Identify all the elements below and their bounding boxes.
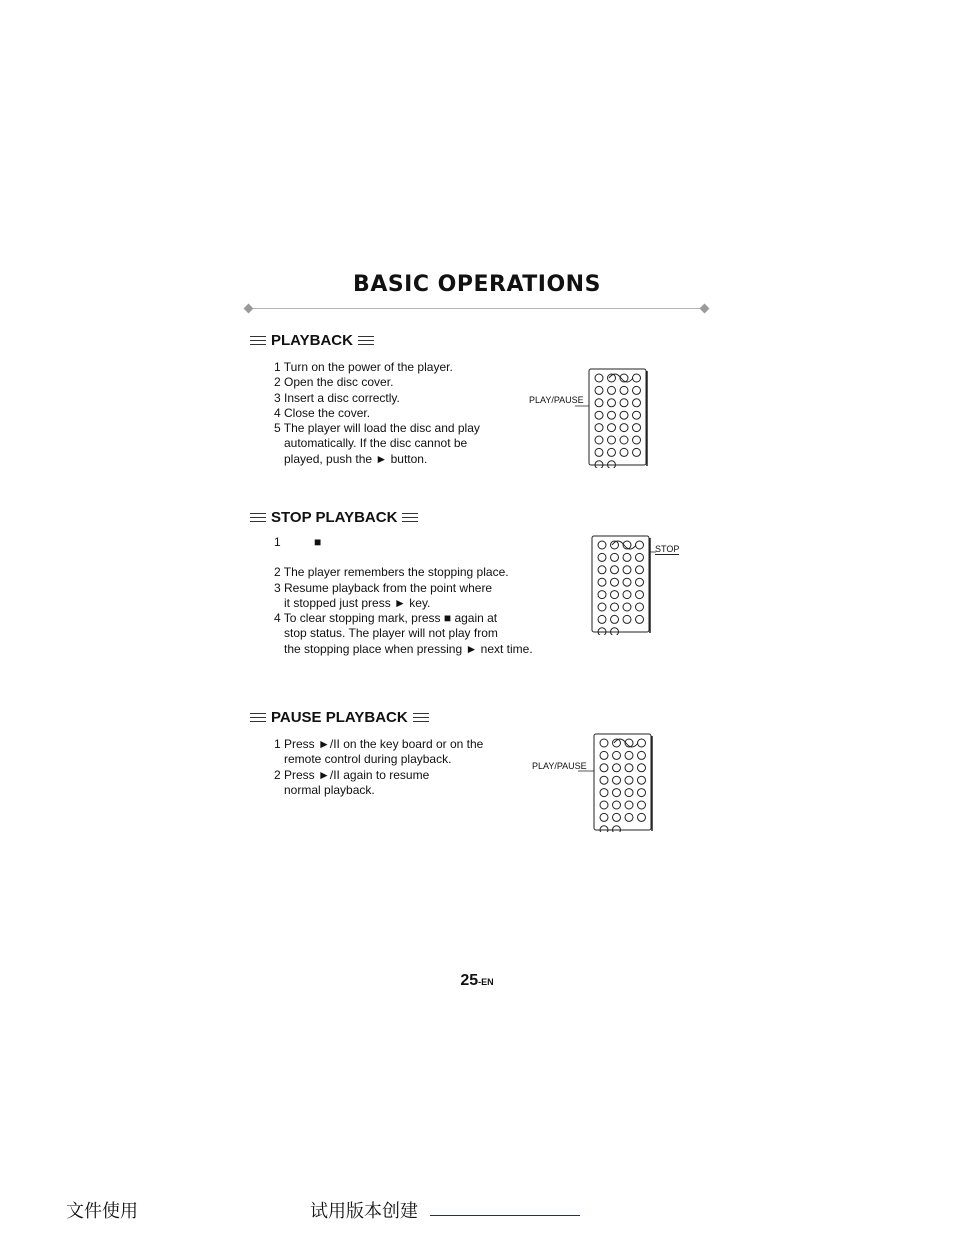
section-heading-text: STOP PLAYBACK	[271, 509, 398, 526]
section-heading-text: PLAYBACK	[271, 332, 353, 349]
pause-playback-steps	[274, 737, 483, 798]
remote-body	[592, 536, 649, 632]
footer-left-text: 文件使用	[66, 1201, 138, 1222]
footer-right-text: 试用版本创建	[310, 1201, 418, 1222]
step-line: normal playback.	[284, 782, 375, 797]
remote-control-illustration	[575, 366, 655, 468]
step-line: played, push the ► button.	[284, 451, 428, 466]
title-divider	[248, 308, 706, 309]
step-line: 1 ■	[274, 535, 322, 549]
step-line: the stopping place when pressing ► next time.	[284, 641, 533, 656]
page-number: 25-EN	[460, 972, 494, 989]
divider-right-diamond-icon	[700, 304, 710, 314]
remote-control-illustration	[588, 533, 658, 635]
remote-body	[594, 734, 651, 830]
divider-left-diamond-icon	[244, 304, 254, 314]
step-line: automatically. If the disc cannot be	[284, 436, 468, 451]
section-heading-text: PAUSE PLAYBACK	[271, 709, 408, 726]
heading-bars-icon	[250, 510, 266, 525]
step-line: it stopped just press ► key.	[284, 595, 431, 610]
step-line: 2 Open the disc cover.	[274, 375, 394, 390]
heading-bars-icon	[358, 333, 374, 348]
step-line: 2 Press ►/II again to resume	[274, 767, 430, 782]
remote-callout-label: PLAY/PAUSE	[532, 761, 587, 771]
remote-callout-label: STOP	[655, 544, 680, 554]
heading-bars-icon	[413, 710, 429, 725]
playback-steps	[274, 360, 480, 467]
heading-bars-icon	[250, 333, 266, 348]
step-line: 4 To clear stopping mark, press ■ again at	[274, 611, 498, 626]
section-heading-stop-playback	[250, 509, 418, 526]
remote-body	[589, 369, 646, 465]
heading-bars-icon	[250, 710, 266, 725]
step-line: remote control during playback.	[284, 752, 452, 767]
remote-control-illustration	[578, 732, 658, 832]
section-heading-playback	[250, 332, 374, 349]
footer-underline	[430, 1215, 580, 1216]
step-line: 4 Close the cover.	[274, 405, 371, 420]
step-line: 2 The player remembers the stopping place.	[274, 565, 509, 580]
stop-playback-steps	[274, 535, 533, 657]
step-line: 5 The player will load the disc and play	[274, 421, 480, 436]
step-line: 1 Turn on the power of the player.	[274, 360, 453, 374]
section-heading-pause-playback	[250, 709, 429, 726]
step-line	[274, 550, 533, 565]
heading-bars-icon	[402, 510, 418, 525]
page-title: BASIC OPERATIONS	[353, 272, 601, 297]
step-line: 3 Insert a disc correctly.	[274, 390, 400, 405]
step-line: 1 Press ►/II on the key board or on the	[274, 737, 484, 751]
step-line: stop status. The player will not play from	[284, 626, 498, 641]
step-line: 3 Resume playback from the point where	[274, 580, 493, 595]
remote-callout-label: PLAY/PAUSE	[529, 395, 584, 405]
